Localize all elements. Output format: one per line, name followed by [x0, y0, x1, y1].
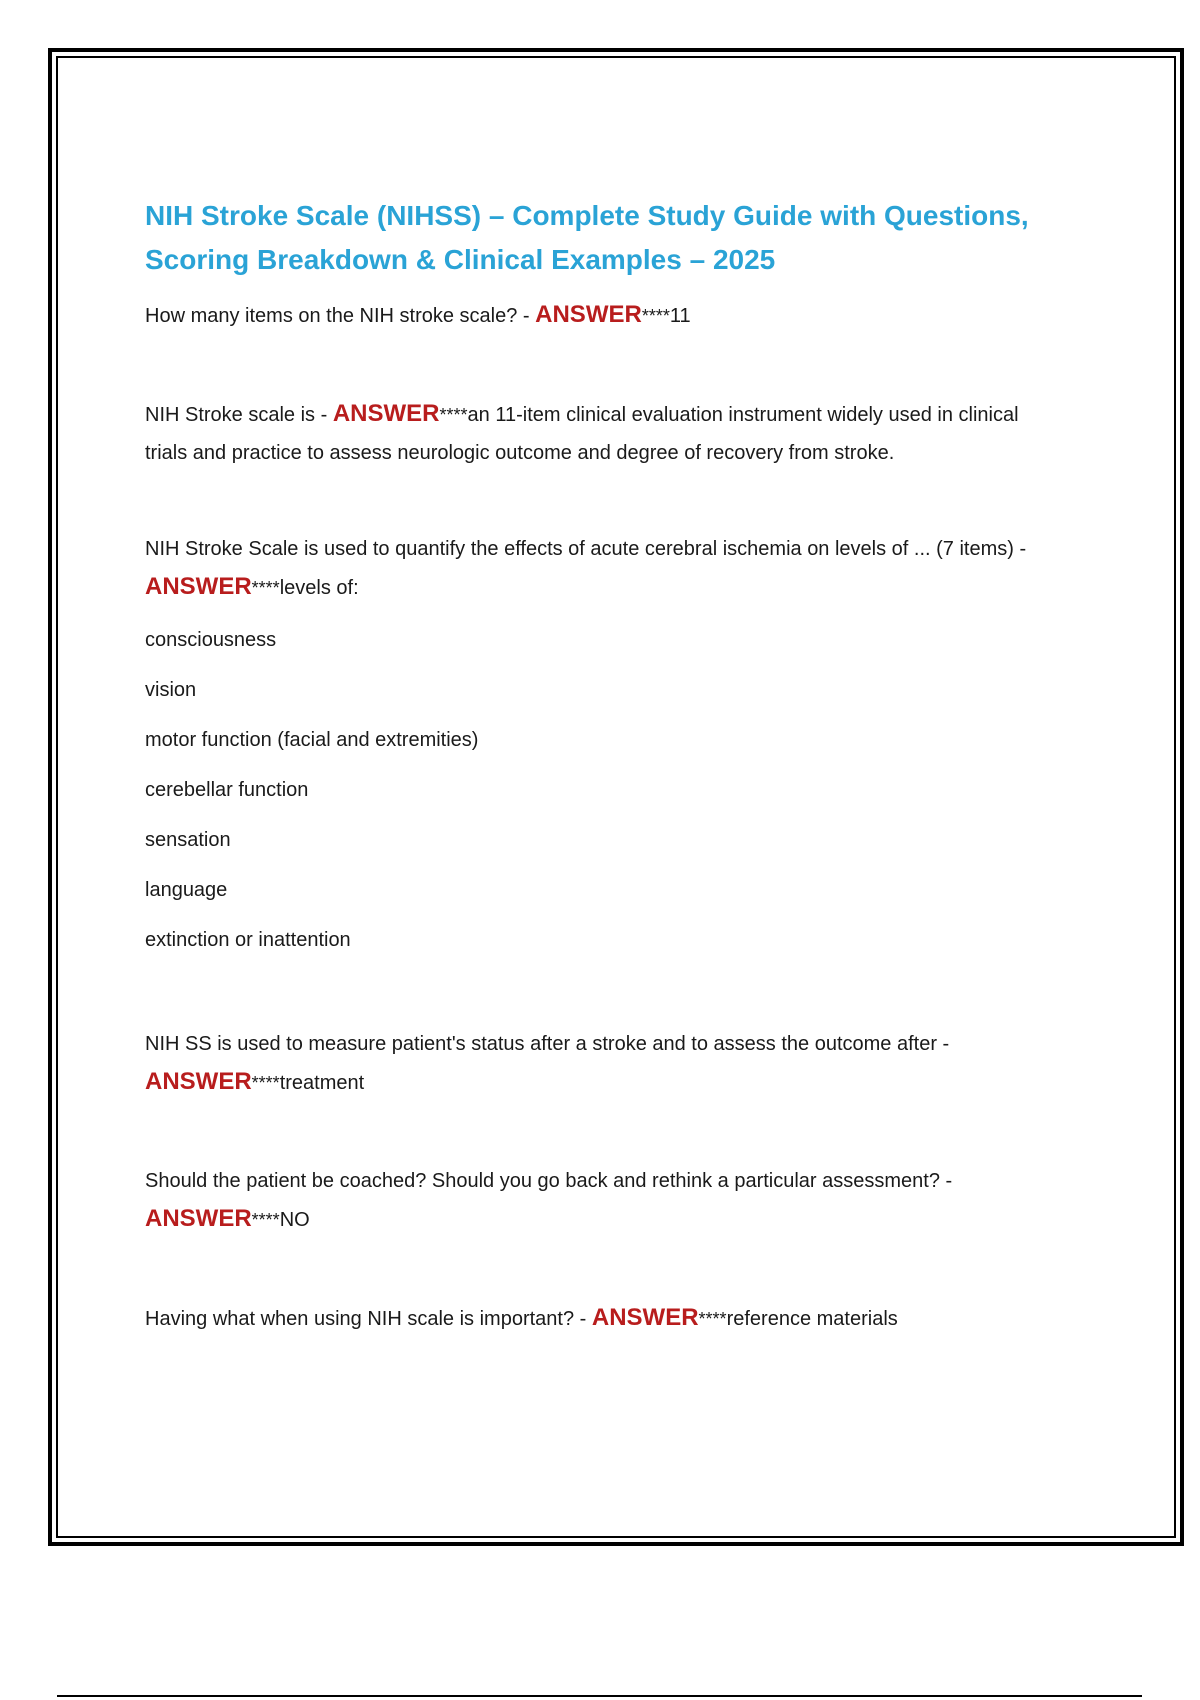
answer-marker: **** [251, 1210, 280, 1230]
list-item: extinction or inattention [145, 929, 351, 951]
question-text: NIH Stroke Scale is used to quantify the effects of acute cerebral ischemia on levels of ... (7 items) - [145, 538, 1027, 560]
question-text: How many items on the NIH stroke scale? - [145, 305, 536, 327]
qa-item-1 [145, 296, 1060, 335]
answer-marker: **** [251, 578, 280, 598]
list-item: cerebellar function [145, 779, 309, 801]
answer-text: 11 [669, 305, 691, 327]
answer-label: ANSWER [145, 1205, 252, 1232]
qa-item-2 [145, 395, 1060, 472]
answer-text: reference materials [726, 1308, 898, 1330]
answer-label: ANSWER [332, 400, 440, 427]
list-item: sensation [145, 829, 231, 851]
question-text: NIH Stroke scale is - [145, 404, 333, 426]
answer-marker: **** [439, 405, 468, 425]
answer-marker: **** [641, 306, 670, 326]
qa-item-6 [145, 1299, 1060, 1338]
qa-item-4 [145, 1025, 1060, 1102]
answer-label: ANSWER [145, 1068, 252, 1095]
document-title: NIH Stroke Scale (NIHSS) – Complete Study Guide with Questions, Scoring Breakdown & Clinical Examples – 2025 [145, 200, 1029, 275]
answer-label: ANSWER [535, 301, 642, 328]
answer-marker: **** [251, 1073, 280, 1093]
list-item: vision [145, 679, 197, 701]
answer-marker: **** [698, 1309, 727, 1329]
list-item: language [145, 879, 228, 901]
answer-text: NO [279, 1209, 310, 1231]
list-item: consciousness [145, 629, 277, 651]
question-text: NIH SS is used to measure patient's status after a stroke and to assess the outcome after - [145, 1033, 950, 1055]
answer-text: levels of: [279, 577, 359, 599]
question-text: Should the patient be coached? Should you go back and rethink a particular assessment? - [145, 1170, 953, 1192]
list-item: motor function (facial and extremities) [145, 729, 479, 751]
question-text: Having what when using NIH scale is important? - [145, 1308, 592, 1330]
answer-label: ANSWER [591, 1304, 699, 1331]
answer-text: treatment [279, 1072, 365, 1094]
document-content [145, 194, 1060, 1338]
footer-divider [57, 1695, 1142, 1697]
answer-label: ANSWER [145, 573, 252, 600]
answer-text: an 11-item clinical evaluation instrument widely used in clinical trials and practice to assess neurologic outcome and degree of recovery from stroke. [145, 404, 1019, 464]
levels-list [145, 615, 1060, 965]
qa-item-3 [145, 530, 1060, 607]
qa-item-5 [145, 1162, 1060, 1239]
